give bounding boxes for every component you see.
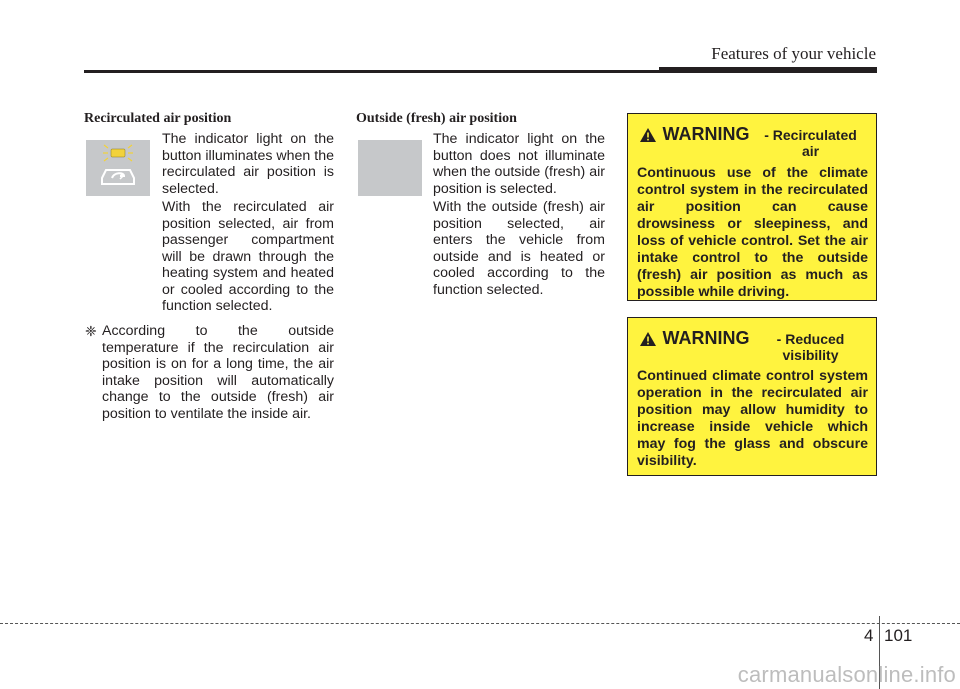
recirculation-note: According to the outside temperature if the recirculation air position is on for a long time, the air intake position will automatically change to the outside (fresh) air position to ventilate the inside air. [102,323,334,422]
warning-label: WARNING [662,124,750,144]
footer-rule [0,623,960,624]
chapter-number: 4 [864,626,874,645]
page-number: 101 [884,626,913,645]
header-rule [84,70,659,73]
warning-triangle-icon [639,331,657,347]
section-title-recirculated: Recirculated air position [84,111,232,126]
warning-subtitle: - Reduced visibility [776,331,845,363]
header-rule-thick [659,67,877,73]
page-header-title: Features of your vehicle [711,44,876,63]
warning-header [628,328,876,363]
warning-text: Continuous use of the climate control system in the recirculated air position can cause drowsiness or sleepiness, and loss of vehicle control. Set the air intake control to the outside (fresh) air position as much as possible while driving. [637,165,868,300]
recirculated-air-icon [86,140,150,196]
warning-text: Continued climate control system operation in the recirculated air position may allow humidity to increase inside vehicle which may fog the glass and obscure visibility. [637,368,868,469]
outside-air-icon-placeholder [358,140,422,196]
recirculated-paragraph-1: The indicator light on the button illuminates when the recirculated air position is selected. [162,131,334,197]
watermark: carmanualsonline.info [737,662,956,687]
warning-label: WARNING [662,328,750,348]
warning-box-recirculated [627,113,877,301]
warning-subtitle: - Recirculated air [764,127,857,159]
recirculated-paragraph-2: With the recirculated air position selected, air from passenger compartment will be drawn through the heating system and heated or cooled according to the function selected. [162,199,334,314]
outside-air-paragraph-2: With the outside (fresh) air position selected, air enters the vehicle from outside and is heated or cooled according to the function selected. [433,199,605,298]
recirculated-air-icon-graphic [86,140,150,196]
outside-air-paragraph-1: The indicator light on the button does not illuminate when the outside (fresh) air position is selected. [433,131,605,197]
warning-triangle-icon [639,127,657,143]
note-symbol: ❈ [85,323,97,339]
warning-box-visibility [627,317,877,476]
warning-header [628,124,876,159]
section-title-outside-air: Outside (fresh) air position [356,111,517,126]
